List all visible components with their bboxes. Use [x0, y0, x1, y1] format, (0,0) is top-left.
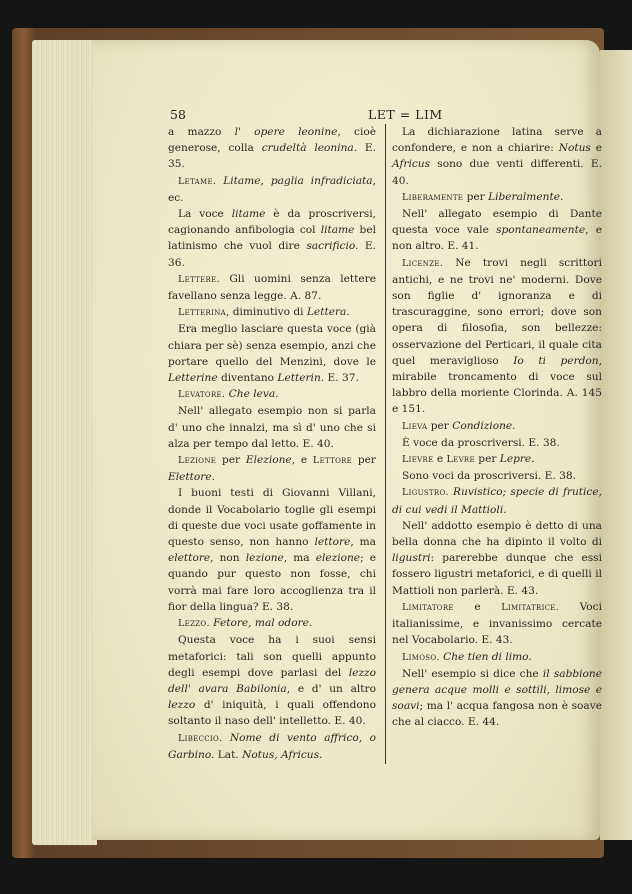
italic-text: Ruvistico; specie di frutice, di cui vedi il Mattioli. [392, 486, 602, 516]
text-run: , ma [283, 552, 316, 565]
entry-paragraph [392, 666, 602, 731]
text-run: , e [291, 454, 313, 467]
entry-paragraph [392, 468, 602, 484]
dictionary-entry [168, 271, 376, 304]
text-run: bel latinismo che vuol dire [168, 224, 376, 253]
text-run: è da proscriversi, cagionando anfibologia col [168, 208, 376, 237]
text-run: per [463, 190, 489, 203]
text-run: diventano [217, 372, 278, 385]
entry-headword: Letterina [178, 307, 226, 319]
italic-text: lezione [245, 552, 284, 565]
italic-text: sacrificio. [306, 240, 359, 253]
small-caps-text: Lettore [312, 455, 353, 467]
text-run: Nell' esempio si dice che [402, 667, 543, 680]
entry-headword: Limoso. [402, 651, 440, 663]
italic-text: Io ti perdon [513, 354, 599, 367]
italic-text: Lettera. [306, 306, 350, 319]
italic-text: Notus [558, 142, 591, 155]
italic-text: Lepre. [499, 453, 535, 466]
text-run: e [590, 142, 602, 155]
entry-paragraph [392, 206, 602, 255]
text-run: per [474, 453, 500, 466]
dictionary-entry [168, 386, 376, 403]
entry-headword: Lettere. [178, 273, 220, 285]
italic-text: lezzo [168, 699, 196, 712]
entry-paragraph [168, 403, 376, 452]
text-run: Questa voce ha i suoi sensi metaforici: tali son quelli appunto degli esempi dove parlasi del [168, 634, 376, 679]
dictionary-entry [168, 452, 376, 485]
text-run: d' iniquità, i quali offendono soltanto il naso dell' intelletto. E. 40. [168, 699, 376, 728]
italic-text: il sabbione genera acque molli e sottili, limose e soavi [392, 667, 602, 713]
entry-headword: Ligustro. [402, 487, 449, 499]
entry-paragraph [392, 435, 602, 451]
entry-paragraph [392, 124, 602, 189]
text-run: Ne trovi negli scrittori antichi, e ne trovi ne' moderni. Dove son figlie d' ignoranza e di trascuraggine, sono errori; dove son opera di filosofia, son bellezze: osservazione del Perticari, il quale cita quel meraviglioso [392, 256, 602, 367]
right-column [392, 124, 602, 731]
text-run: , mirabile troncamento di voce sul labbro della moriente Clorinda. A. 145 e 151. [392, 354, 602, 416]
small-caps-text: Limitatrice. [501, 601, 560, 613]
text-run: sono due venti differenti. E. 40. [392, 158, 602, 187]
dictionary-entry [168, 173, 376, 206]
text-run: , non [210, 552, 246, 565]
text-run: ; ma l' acqua fangosa non è soave che al ciacco. E. 44. [392, 700, 602, 729]
text-run: Era meglio lasciare questa voce (già chiara per sè) senza esempio, anzi che portare quello del Menzini, dove le [168, 323, 376, 368]
italic-text: Notus, Africus. [242, 748, 323, 761]
italic-text: Nome di vento affrico, o Garbino. [168, 731, 376, 761]
entry-headword: Lievre [402, 454, 434, 466]
entry-headword: Lezione [178, 455, 217, 467]
text-run: per [216, 454, 246, 467]
entry-paragraph [168, 485, 376, 615]
italic-text: Litame, paglia infradiciata [223, 174, 373, 187]
text-run: , diminutivo di [225, 306, 307, 319]
entry-headword: Liberamente [402, 191, 464, 203]
text-run: E. 37. [324, 372, 359, 385]
small-caps-text: Levre [446, 454, 475, 466]
italic-text: Liberalmente. [488, 190, 564, 203]
text-run: , e d' un altro [286, 682, 376, 695]
entry-headword: Levatore. [178, 389, 226, 401]
text-run: Lat. [214, 748, 243, 761]
italic-text: Elettore. [168, 471, 215, 484]
page-number: 58 [170, 107, 186, 122]
italic-text: Elezione [245, 454, 292, 467]
italic-text: litame [320, 224, 355, 237]
text-run: ; e quando pur questo non fosse, chi vorrà mai fare loro accoglienza tra il fior della lingua? E. 38. [168, 552, 376, 613]
text-run: Voci italianissime, e invanissimo cercate nel Vocabolario. E. 43. [392, 600, 602, 647]
column-rule [385, 124, 386, 764]
entry-paragraph [392, 518, 602, 599]
entry-headword: Licenze. [402, 257, 444, 269]
entry-headword: Libeccio. [178, 732, 223, 744]
running-head-title: LET = LIM [368, 107, 443, 122]
entry-paragraph [168, 632, 376, 729]
entry-paragraph [168, 206, 376, 271]
italic-text: Fetore, mal odore. [213, 617, 313, 630]
text-run: Nell' allegato esempio non si parla d' uno che innalzi, ma sì d' uno che si alza per tempo dal letto. E. 40. [168, 405, 376, 450]
italic-text: l' opere leonine [234, 126, 338, 138]
text-run: E. 35. [168, 142, 377, 171]
text-run: I buoni testi di Giovanni Villani, donde il Vocabolario toglie gli esempi di queste due voci usate goffamente in questo senso, non hanno [168, 487, 376, 549]
dictionary-entry [392, 484, 602, 517]
dictionary-entry [392, 649, 602, 666]
italic-text: Letterine [168, 372, 218, 385]
text-run [222, 732, 230, 744]
dictionary-entry [168, 615, 376, 632]
page-edges [32, 40, 97, 845]
text-run: e [433, 453, 447, 466]
text-run: , cioè generose, colla [168, 126, 376, 155]
italic-text: crudeltà leonina. [261, 142, 358, 155]
italic-text: spontaneamente [496, 224, 586, 237]
entry-headword: Lieva [402, 420, 428, 432]
text-run: per [352, 454, 376, 467]
running-head [170, 107, 602, 123]
italic-text: Letterin. [277, 372, 325, 385]
dictionary-entry [392, 255, 602, 418]
text-run: Nell' allegato esempio di Dante questa voce vale [392, 208, 602, 237]
dictionary-entry [392, 189, 602, 206]
text-run: La voce [178, 208, 232, 221]
text-run: : parerebbe dunque che essi fossero ligustri metaforici, e di quelli il Mattioli non parlerà. E. 43. [392, 552, 602, 597]
text-run: È voce da proscriversi. E. 38. [402, 436, 560, 449]
italic-text: litame [231, 208, 266, 221]
italic-text: Africus [392, 158, 431, 171]
text-run: a mazzo [168, 126, 235, 138]
dictionary-entry [168, 730, 376, 763]
text-run: Nell' addotto esempio è detto di una bella donna che ha dipinto il volto di [392, 519, 602, 549]
text-run: , ec. [168, 174, 376, 204]
text-run: E. 36. [168, 240, 376, 269]
italic-text: elezione [315, 552, 361, 565]
text-run: , e non altro. E. 41. [392, 224, 602, 253]
text-run: La dichiarazione latina serve a confondere, e non a chiarire: [392, 126, 602, 155]
italic-text: Che leva. [228, 388, 279, 401]
entry-paragraph [168, 321, 376, 386]
italic-text: Condizione. [452, 419, 516, 432]
entry-headword: Letame. [178, 175, 217, 187]
italic-text: ligustri [392, 552, 431, 565]
dictionary-entry [392, 451, 602, 468]
dictionary-entry [392, 599, 602, 649]
facing-page-edge [600, 50, 632, 840]
text-run: , ma [350, 536, 376, 549]
text-run: Sono voci da proscriversi. E. 38. [402, 470, 576, 483]
italic-text: lettore [314, 536, 351, 549]
italic-text: Che tien di limo. [443, 650, 532, 663]
text-run: e [453, 600, 502, 613]
dictionary-entry [168, 304, 376, 321]
text-run: per [427, 419, 453, 432]
dictionary-entry [392, 418, 602, 435]
left-column [168, 124, 376, 763]
entry-headword: Limitatore [402, 601, 454, 613]
entry-headword: Lezzo. [178, 618, 210, 630]
italic-text: lezzo dell' avara Babilonia [168, 666, 376, 695]
italic-text: elettore [168, 552, 211, 565]
entry-paragraph [168, 124, 376, 173]
text-run: Gli uomini senza lettere favellano senza legge. A. 87. [168, 272, 376, 303]
